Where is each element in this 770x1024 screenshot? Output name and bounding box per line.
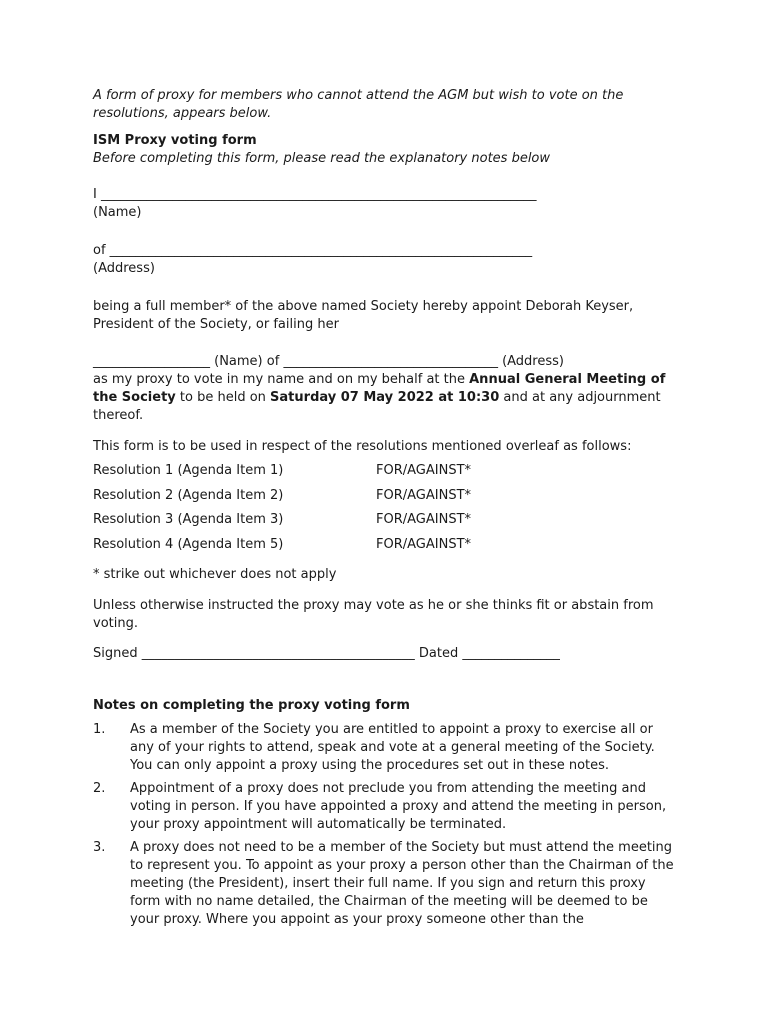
proxy-statement-part2: to be held on <box>175 390 271 405</box>
signed-blank[interactable]: __________________________________________ <box>141 645 415 661</box>
resolution-label: Resolution 3 (Agenda Item 3) <box>93 512 284 527</box>
resolutions-intro: This form is to be used in respect of the resolutions mentioned overleaf as follows: <box>93 439 632 454</box>
notes-title: Notes on completing the proxy voting form <box>93 697 410 713</box>
resolution-vote[interactable]: FOR/AGAINST* <box>376 536 472 552</box>
resolution-row <box>93 536 693 554</box>
name-line[interactable]: I ___________________________________________________________________ <box>93 187 537 202</box>
note-item <box>93 721 693 775</box>
proxy-form-document <box>93 87 693 934</box>
dated-label: Dated <box>414 645 463 661</box>
resolution-vote[interactable]: FOR/AGAINST* <box>376 463 472 478</box>
proxy-statement-part3: and at any adjournment thereof. <box>93 390 661 423</box>
resolution-row <box>93 487 693 505</box>
resolution-row <box>93 462 693 480</box>
note-text: A proxy does not need to be a member of the Society but must attend the meeting to represent you. To appoint as your proxy a person other than the Chairman of the meeting (the President), insert their full name. If you sign and return this proxy form with no name detailed, the Chairman of the meeting will be deemed to be your proxy. Where you appoint as your proxy someone other than the <box>130 839 674 927</box>
proxy-statement-part1: as my proxy to vote in my name and on my behalf at the <box>93 372 470 387</box>
notes-list <box>93 721 693 929</box>
note-item <box>93 839 693 929</box>
proxy-statement <box>93 371 693 425</box>
discretion-text: Unless otherwise instructed the proxy may vote as he or she thinks fit or abstain from voting. <box>93 597 654 631</box>
note-number: 3. <box>93 839 106 855</box>
name-caption: (Name) <box>93 205 142 220</box>
signed-label: Signed <box>93 645 142 661</box>
resolution-label: Resolution 1 (Agenda Item 1) <box>93 463 284 478</box>
resolution-vote[interactable]: FOR/AGAINST* <box>376 487 472 503</box>
proxy-line <box>93 353 693 371</box>
meeting-name: Annual General Meeting of the Society <box>93 372 666 405</box>
resolution-label: Resolution 2 (Agenda Item 2) <box>93 487 284 503</box>
form-subtitle: Before completing this form, please read the explanatory notes below <box>93 151 551 166</box>
address-caption: (Address) <box>93 261 155 276</box>
note-text: Appointment of a proxy does not preclude you from attending the meeting and voting in person. If you have appointed a proxy and attend the meeting in person, your proxy appointment will automatically be terminated. <box>130 780 667 832</box>
resolution-row <box>93 511 693 529</box>
form-title: ISM Proxy voting form <box>93 133 257 148</box>
proxy-address-blank[interactable]: _________________________________ <box>283 354 498 369</box>
note-text: As a member of the Society you are entitled to appoint a proxy to exercise all or any of your rights to attend, speak and vote at a general meeting of the Society. You can only appoint a proxy using the procedures set out in these notes. <box>130 721 655 773</box>
note-item <box>93 780 693 834</box>
meeting-date: Saturday 07 May 2022 at 10:30 <box>270 390 500 405</box>
signature-line <box>93 645 693 663</box>
intro-text: A form of proxy for members who cannot attend the AGM but wish to vote on the resolutions, appears below. <box>93 88 624 121</box>
strike-note: * strike out whichever does not apply <box>93 566 337 582</box>
resolution-vote[interactable]: FOR/AGAINST* <box>376 512 472 527</box>
address-line[interactable]: of _________________________________________________________________ <box>93 243 533 258</box>
appoint-text: being a full member* of the above named Society hereby appoint Deborah Keyser, President of the Society, or failing her <box>93 299 634 332</box>
resolutions-list <box>93 462 693 554</box>
dated-blank[interactable]: _______________ <box>462 645 560 661</box>
proxy-name-blank[interactable]: __________________ <box>93 354 210 369</box>
resolution-label: Resolution 4 (Agenda Item 5) <box>93 536 284 552</box>
note-number: 2. <box>93 780 106 796</box>
note-number: 1. <box>93 721 106 737</box>
proxy-address-label: (Address) <box>497 354 564 369</box>
proxy-name-label: (Name) of <box>210 354 284 369</box>
